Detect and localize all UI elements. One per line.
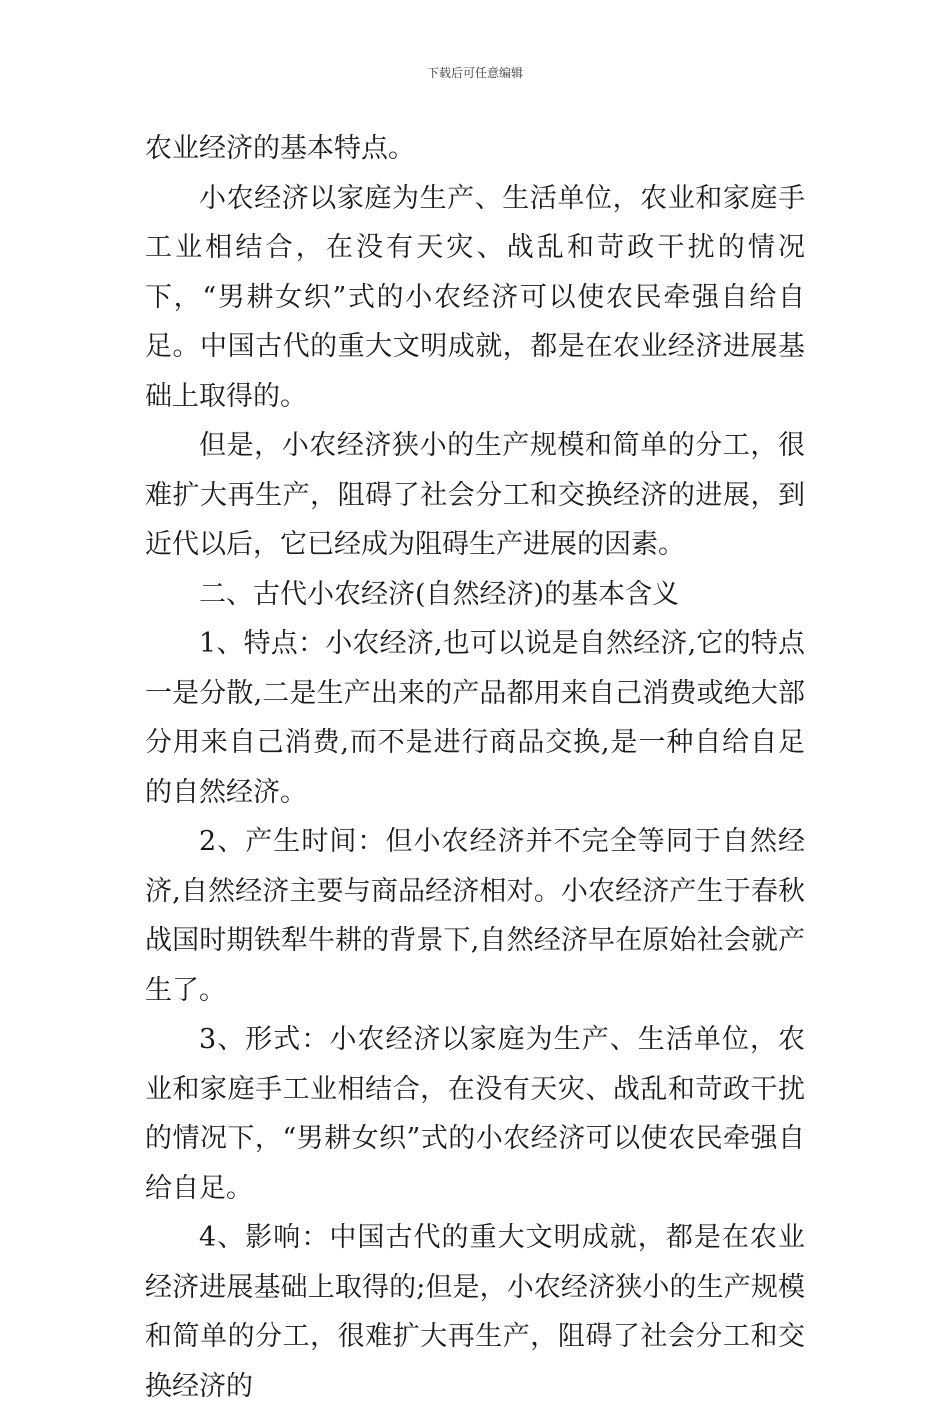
paragraph-origin-time: 2、产生时间：但小农经济并不完全等同于自然经济,自然经济主要与商品经济相对。小农经济产生于春秋战国时期铁犁牛耕的背景下,自然经济早在原始社会就产生了。 (145, 826, 805, 1006)
paragraph-2: 小农经济以家庭为生产、生活单位，农业和家庭手工业相结合，在没有天灾、战乱和苛政干扰的情况下，“男耕女织”式的小农经济可以使农民牵强自给自足。中国古代的重大文明成就，都是在农业经济进展基础上取得的。 (145, 182, 805, 412)
paragraph-features: 1、特点：小农经济,也可以说是自然经济,它的特点一是分散,二是生产出来的产品都用来自己消费或绝大部分用来自己消费,而不是进行商品交换,是一种自给自足的自然经济。 (145, 628, 805, 808)
paragraph-3: 但是，小农经济狭小的生产规模和简单的分工，很难扩大再生产，阻碍了社会分工和交换经济的进展，到近代以后，它已经成为阻碍生产进展的因素。 (145, 430, 805, 560)
paragraph-1: 农业经济的基本特点。 (145, 133, 415, 164)
section-heading: 二、古代小农经济(自然经济)的基本含义 (199, 578, 680, 610)
paragraph-form: 3、形式：小农经济以家庭为生产、生活单位，农业和家庭手工业相结合，在没有天灾、战乱和苛政干扰的情况下，“男耕女织”式的小农经济可以使农民牵强自给自足。 (145, 1024, 805, 1204)
document-body (145, 124, 805, 1411)
paragraph-impact: 4、影响：中国古代的重大文明成就，都是在农业经济进展基础上取得的;但是，小农经济狭小的生产规模和简单的分工，很难扩大再生产，阻碍了社会分工和交换经济的 (145, 1222, 805, 1402)
page-header: 下载后可任意编辑 (426, 66, 523, 80)
